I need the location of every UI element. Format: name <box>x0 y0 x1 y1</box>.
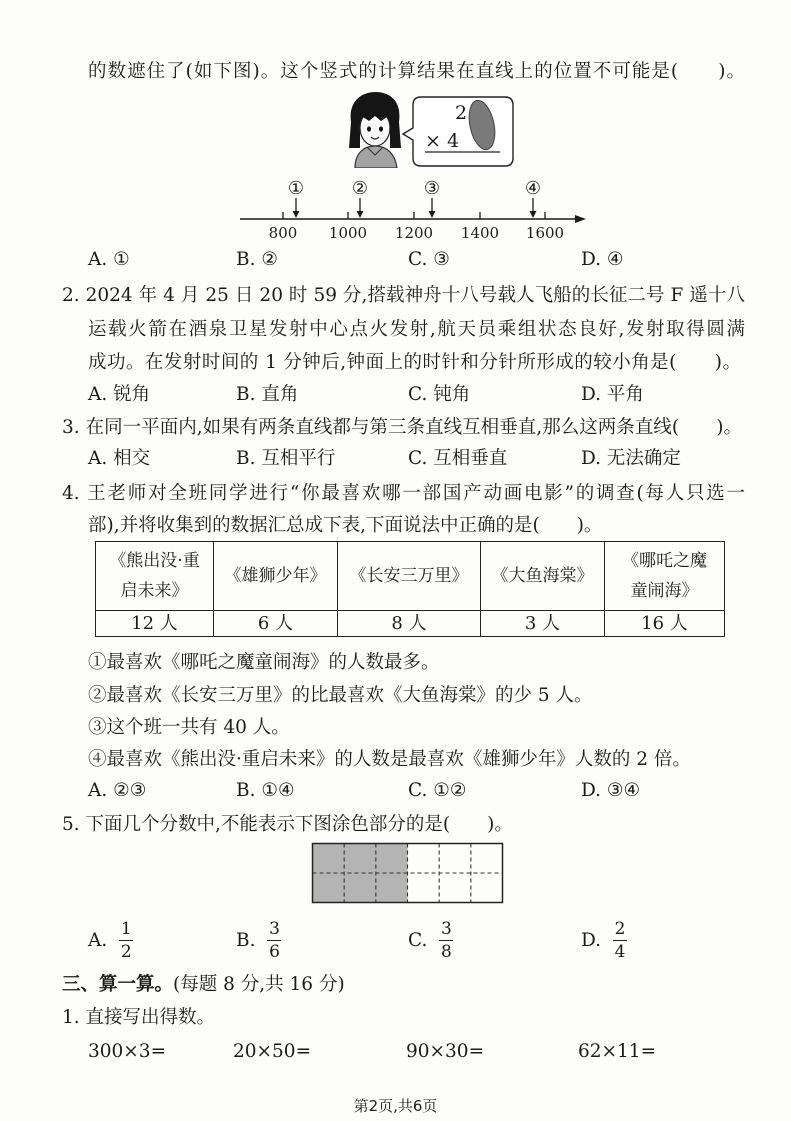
q4-statement-3: ③这个班一共有 40 人。 <box>88 717 290 738</box>
fraction-bar <box>119 940 133 941</box>
q2-option-a: A. 锐角 <box>88 384 151 405</box>
q3-option-d: D. 无法确定 <box>581 448 681 469</box>
marker-arrowhead-4 <box>530 211 537 218</box>
film-cell <box>481 542 605 611</box>
marker-arrowhead-1 <box>293 211 300 218</box>
fraction <box>267 919 281 962</box>
numerator: 1 <box>120 918 132 939</box>
calc-4: 62×11= <box>578 1041 657 1062</box>
film-cell <box>338 542 481 611</box>
section-scoring-note: (每题 8 分,共 16 分) <box>173 974 345 995</box>
tick-label: 800 <box>268 224 298 242</box>
q2-option-b: B. 直角 <box>236 384 299 405</box>
fraction <box>613 919 627 962</box>
q5-option-d <box>581 915 627 965</box>
q4-option-d: D. ③④ <box>581 780 641 801</box>
fraction <box>439 919 453 962</box>
film-title-line: 启未来》 <box>120 581 189 601</box>
q2-line-3: 成功。在发射时间的 1 分钟后,钟面上的时针和分针所形成的较小角是( )。 <box>88 352 741 373</box>
fraction <box>119 919 133 962</box>
q2-option-d: D. 平角 <box>581 384 644 405</box>
position-marker-2: ② <box>351 178 369 199</box>
fraction-bar <box>439 940 453 941</box>
q5-line-1: 5. 下面几个分数中,不能表示下图涂色部分的是( )。 <box>62 814 513 835</box>
q4-line-2: 部),并将收集到的数据汇总成下表,下面说法中正确的是( )。 <box>88 515 603 536</box>
fraction-bar <box>267 940 281 941</box>
q4-line-1: 4. 王老师对全班同学进行“你最喜欢哪一部国产动画电影”的调查(每人只选一 <box>62 483 745 504</box>
tick-label: 1600 <box>525 224 565 242</box>
position-marker-3: ③ <box>423 178 441 199</box>
section-title: 三、算一算。 <box>62 974 174 995</box>
denominator: 6 <box>269 941 280 962</box>
girl-shirt <box>355 146 397 168</box>
film-title-line: 《哪吒之魔 <box>622 551 707 571</box>
count-cell: 3 人 <box>481 611 605 637</box>
film-title-row <box>96 542 725 611</box>
q3-line-1: 3. 在同一平面内,如果有两条直线都与第三条直线互相垂直,那么这两条直线( )。 <box>62 417 742 438</box>
denominator: 8 <box>440 941 452 962</box>
option-letter: D. <box>581 929 602 951</box>
q5-option-a <box>88 915 133 965</box>
q4-statement-4: ④最喜欢《熊出没·重启未来》的人数是最喜欢《雄狮少年》人数的 2 倍。 <box>88 749 691 770</box>
position-marker-1: ① <box>287 178 305 199</box>
q3-option-c: C. 互相垂直 <box>408 448 508 469</box>
section-item-1: 1. 直接写出得数。 <box>62 1007 216 1028</box>
q5-option-c <box>408 915 453 965</box>
multiplier: × 4 <box>425 130 460 152</box>
marker-arrowhead-3 <box>429 211 436 218</box>
calc-3: 90×30= <box>406 1041 485 1062</box>
film-cell <box>96 542 214 611</box>
q4-statement-2: ②最喜欢《长安三万里》的比最喜欢《大鱼海棠》的少 5 人。 <box>88 685 593 706</box>
option-letter: C. <box>408 929 428 951</box>
marker-arrowhead-2 <box>357 211 364 218</box>
q4-statement-1: ①最喜欢《哪吒之魔童闹海》的人数最多。 <box>88 652 440 673</box>
count-cell: 6 人 <box>214 611 338 637</box>
speech-bubble <box>400 94 518 170</box>
q1-option-d: D. ④ <box>581 249 624 270</box>
count-row <box>96 611 725 637</box>
numerator: 3 <box>440 918 452 939</box>
tick-label: 1200 <box>394 224 434 242</box>
q1-stem: 的数遮住了(如下图)。这个竖式的计算结果在直线上的位置不可能是( )。 <box>88 61 745 82</box>
q3-option-b: B. 互相平行 <box>236 448 336 469</box>
q4-option-a: A. ②③ <box>88 780 147 801</box>
calc-2: 20×50= <box>233 1041 312 1062</box>
fraction-bar <box>613 940 627 941</box>
tick-label: 1400 <box>460 224 500 242</box>
film-cell <box>214 542 338 611</box>
option-letter: A. <box>88 929 108 951</box>
q3-option-a: A. 相交 <box>88 448 151 469</box>
count-cell: 16 人 <box>605 611 725 637</box>
q4-option-b: B. ①④ <box>236 780 295 801</box>
denominator: 4 <box>614 941 626 962</box>
film-cell <box>605 542 725 611</box>
q2-option-c: C. 钝角 <box>408 384 471 405</box>
film-title-line: 《雄狮少年》 <box>224 566 327 586</box>
numerator: 2 <box>614 918 626 939</box>
calc-1: 300×3= <box>88 1041 167 1062</box>
film-title-line: 《长安三万里》 <box>349 566 469 586</box>
tick-label: 1000 <box>328 224 368 242</box>
q4-option-c: C. ①② <box>408 780 467 801</box>
count-cell: 12 人 <box>96 611 214 637</box>
multiplicand-digit: 2 <box>455 102 468 124</box>
girl-eye-left <box>367 126 371 131</box>
film-title-line: 童闹海》 <box>630 581 699 601</box>
q1-option-a: A. ① <box>88 249 130 270</box>
shaded-rectangle-figure <box>311 842 504 904</box>
page-number: 第2页,共6页 <box>353 1097 438 1115</box>
film-title-line: 《大鱼海棠》 <box>491 566 594 586</box>
survey-table <box>95 541 725 637</box>
axis-arrowhead <box>575 215 586 223</box>
position-marker-4: ④ <box>524 178 542 199</box>
q1-option-c: C. ③ <box>408 249 450 270</box>
film-title-line: 《熊出没·重 <box>109 551 200 571</box>
section-heading <box>62 972 345 998</box>
q5-option-b <box>236 915 281 965</box>
option-letter: B. <box>236 929 256 951</box>
numerator: 3 <box>269 918 280 939</box>
count-cell: 8 人 <box>338 611 481 637</box>
girl-eye-right <box>379 126 383 131</box>
q2-line-2: 运载火箭在酒泉卫星发射中心点火发射,航天员乘组状态良好,发射取得圆满 <box>88 319 745 340</box>
number-line <box>236 174 588 244</box>
denominator: 2 <box>120 941 132 962</box>
q1-option-b: B. ② <box>236 249 278 270</box>
q2-line-1: 2. 2024 年 4 月 25 日 20 时 59 分,搭载神舟十八号载人飞船的长征二号 F 遥十八 <box>62 285 745 306</box>
